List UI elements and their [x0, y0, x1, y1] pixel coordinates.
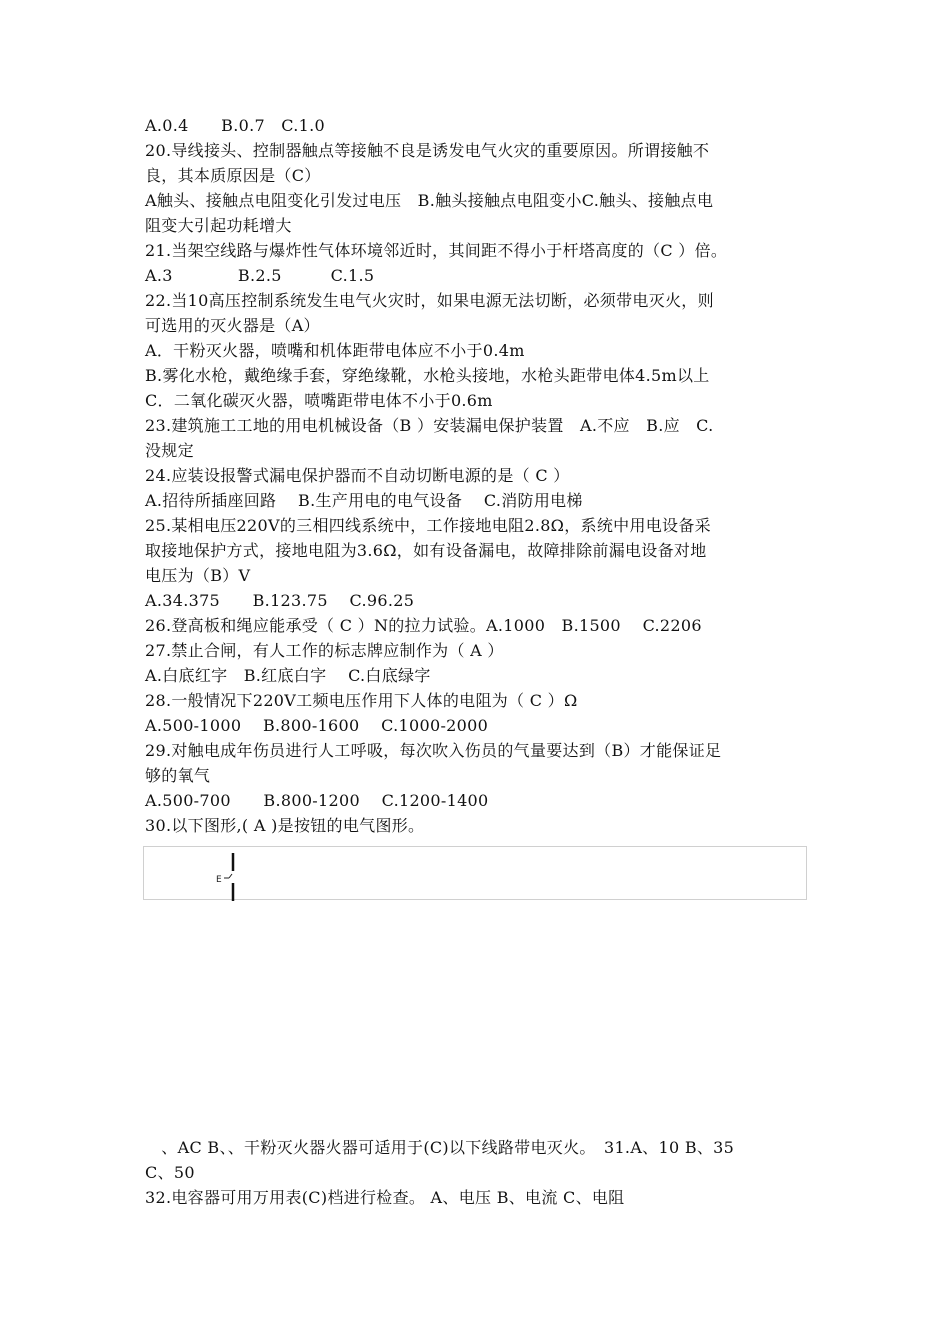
question-31-cont: C、50	[145, 1163, 195, 1182]
question-25-cont2: 电压为（B）V	[145, 566, 251, 585]
question-32: 32.电容器可用万用表(C)档进行检查。 A、电压 B、电流 C、电阻	[145, 1188, 625, 1207]
question-31: 、AC B、、干粉灭火器火器可适用于(C)以下线路带电灭火。 31.A、10 B、35	[145, 1138, 735, 1157]
button-symbol-icon	[144, 847, 808, 901]
question-27-options: A.白底红字 B.红底白字 C.白底绿字	[145, 666, 431, 685]
question-24: 24.应装设报警式漏电保护器而不自动切断电源的是（ C ）	[145, 466, 570, 485]
question-29: 29.对触电成年伤员进行人工呼吸，每次吹入伤员的气量要达到（B）才能保证足	[145, 741, 722, 760]
question-28-options: A.500-1000 B.800-1600 C.1000-2000	[145, 716, 489, 735]
question-30: 30.以下图形,( A )是按钮的电气图形。	[145, 816, 425, 835]
question-23-cont: 没规定	[145, 441, 194, 460]
question-22: 22.当10高压控制系统发生电气火灾时，如果电源无法切断，必须带电灭火，则	[145, 291, 714, 310]
question-22-option-a: A．干粉灭火器，喷嘴和机体距带电体应不小于0.4m	[145, 341, 525, 360]
figure-label: E	[216, 875, 222, 885]
question-28: 28.一般情况下220V工频电压作用下人体的电阻为（ C ）Ω	[145, 691, 578, 710]
figure-box	[143, 846, 807, 900]
question-23: 23.建筑施工工地的用电机械设备（B ）安装漏电保护装置 A.不应 B.应 C.	[145, 416, 714, 435]
question-20: 20.导线接头、控制器触点等接触不良是诱发电气火灾的重要原因。所谓接触不	[145, 141, 710, 160]
question-21: 21.当架空线路与爆炸性气体环境邻近时，其间距不得小于杆塔高度的（C ）倍。	[145, 241, 728, 260]
question-22-cont: 可选用的灭火器是（A）	[145, 316, 320, 335]
question-20-options: A触头、接触点电阻变化引发过电压 B.触头接触点电阻变小C.触头、接触点电	[145, 191, 714, 210]
question-22-option-b: B.雾化水枪，戴绝缘手套，穿绝缘靴，水枪头接地，水枪头距带电体4.5m以上	[145, 366, 710, 385]
question-27: 27.禁止合闸，有人工作的标志牌应制作为（ A ）	[145, 641, 504, 660]
question-29-cont: 够的氧气	[145, 766, 211, 785]
question-25-options: A.34.375 B.123.75 C.96.25	[145, 591, 415, 610]
question-20-cont: 良，其本质原因是（C）	[145, 166, 321, 185]
line-0: A.0.4 B.0.7 C.1.0	[145, 116, 325, 135]
question-20-options-cont: 阻变大引起功耗增大	[145, 216, 292, 235]
question-26: 26.登高板和绳应能承受（ C ）N的拉力试验。A.1000 B.1500 C.2206	[145, 616, 702, 635]
question-25-cont: 取接地保护方式，接地电阻为3.6Ω，如有设备漏电，故障排除前漏电设备对地	[145, 541, 707, 560]
question-24-options: A.招待所插座回路 B.生产用电的电气设备 C.消防用电梯	[145, 491, 583, 510]
question-21-options: A.3 B.2.5 C.1.5	[145, 266, 375, 285]
question-25: 25.某相电压220V的三相四线系统中，工作接地电阻2.8Ω，系统中用电设备采	[145, 516, 711, 535]
question-22-option-c: C．二氧化碳灭火器，喷嘴距带电体不小于0.6m	[145, 391, 493, 410]
question-29-options: A.500-700 B.800-1200 C.1200-1400	[145, 791, 489, 810]
